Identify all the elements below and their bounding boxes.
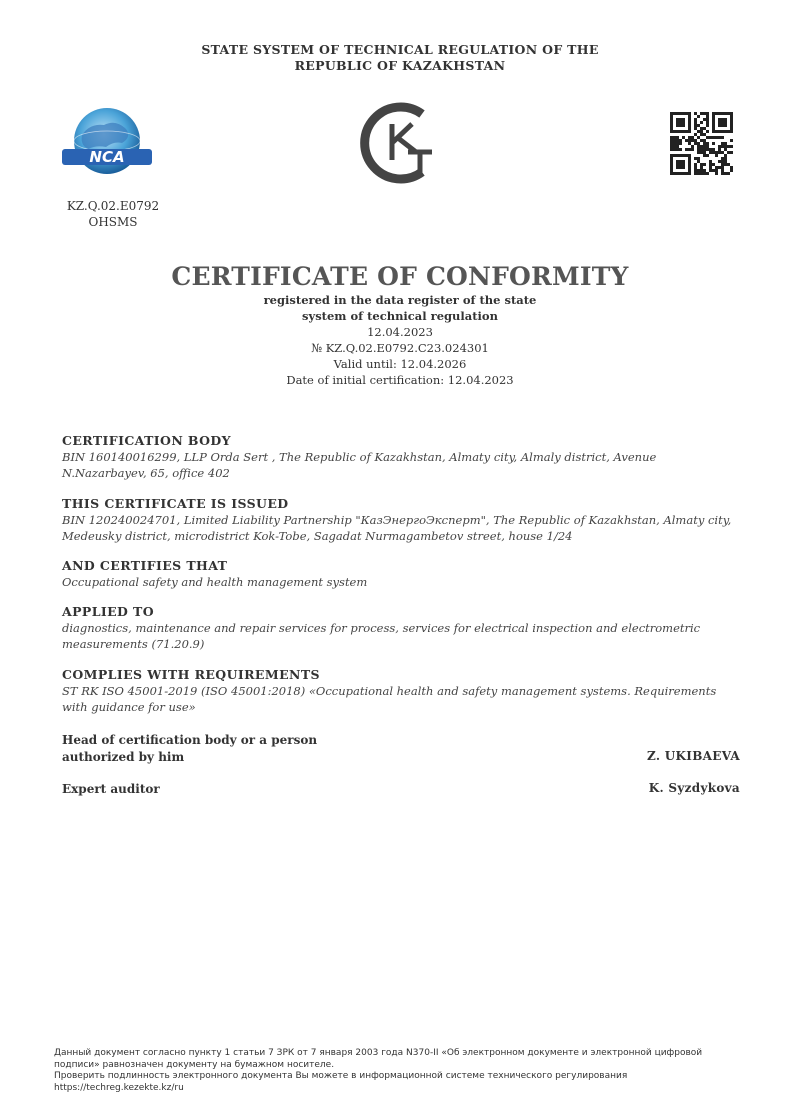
auditor-label: Expert auditor	[62, 782, 160, 796]
valid-until: Valid until: 12.04.2026	[333, 357, 467, 371]
header-line-1: STATE SYSTEM OF TECHNICAL REGULATION OF THE	[201, 42, 599, 57]
qr-code[interactable]	[670, 112, 733, 175]
footer-line-3: Проверить подлинность электронного документа Вы можете в информационной системе технического регулирования	[54, 1071, 628, 1081]
accreditation-codes	[48, 198, 178, 230]
system-type: OHSMS	[88, 215, 138, 229]
qr-code-icon	[670, 112, 733, 175]
certification-body-heading: CERTIFICATION BODY	[62, 433, 231, 448]
certification-body-text: BIN 160140016299, LLP Orda Sert , The Republic of Kazakhstan, Almaty city, Almaly district, Avenue N.Nazarbayev, 65, office 402	[62, 450, 657, 480]
legal-footer	[54, 1048, 754, 1094]
certifies-heading: AND CERTIFIES THAT	[62, 558, 228, 573]
footer-link[interactable]: https://techreg.kezekte.kz/ru	[54, 1082, 184, 1093]
head-signature-name: Z. UKIBAEVA	[646, 749, 740, 763]
issue-date: 12.04.2023	[367, 325, 433, 339]
auditor-name: K. Syzdykova	[648, 781, 740, 795]
complies-text: ST RK ISO 45001-2019 (ISO 45001:2018) «Occupational health and safety management systems. Requirements with guidance for use»	[62, 684, 717, 714]
globe-icon	[60, 105, 154, 185]
document-header	[0, 42, 800, 74]
head-label-line-1: Head of certification body or a person	[62, 733, 318, 747]
accreditation-code: KZ.Q.02.E0792	[66, 199, 160, 213]
nca-globe-logo	[60, 105, 154, 185]
nca-logo-text: NCA	[89, 148, 125, 166]
certifies-text: Occupational safety and health management system	[62, 575, 368, 589]
head-signature-label	[62, 732, 317, 766]
applied-heading: APPLIED TO	[62, 604, 155, 619]
head-label-line-2: authorized by him	[62, 750, 185, 764]
certificate-title: CERTIFICATE OF CONFORMITY	[171, 262, 629, 291]
footer-line-1: Данный документ согласно пункту 1 статьи 7 ЗРК от 7 января 2003 года N370-II «Об электронном документе и электронной цифровой	[54, 1048, 703, 1058]
registered-line-2: system of technical regulation	[302, 309, 498, 323]
issued-heading: THIS CERTIFICATE IS ISSUED	[62, 496, 289, 511]
complies-heading: COMPLIES WITH REQUIREMENTS	[62, 667, 320, 682]
applied-text: diagnostics, maintenance and repair services for process, services for electrical inspection and electrometric measurements (71.20.9)	[62, 621, 701, 651]
issued-text: BIN 120240024701, Limited Liability Partnership "КазЭнергоЭксперт", The Republic of Kazakhstan, Almaty city, Medeusky district, microdistrict Kok-Tobe, Sagadat Nurmagambetov street, house 1/24	[62, 513, 732, 543]
footer-line-2: подписи» равнозначен документу на бумажном носителе.	[54, 1059, 335, 1070]
registered-line-1: registered in the data register of the state	[263, 293, 537, 307]
kt-mark-logo	[360, 100, 442, 186]
header-line-2: REPUBLIC OF KAZAKHSTAN	[294, 58, 506, 73]
certificate-number: № KZ.Q.02.E0792.C23.024301	[311, 341, 489, 355]
initial-certification-date: Date of initial certification: 12.04.2023	[286, 373, 514, 387]
kt-mark-icon	[360, 100, 442, 186]
